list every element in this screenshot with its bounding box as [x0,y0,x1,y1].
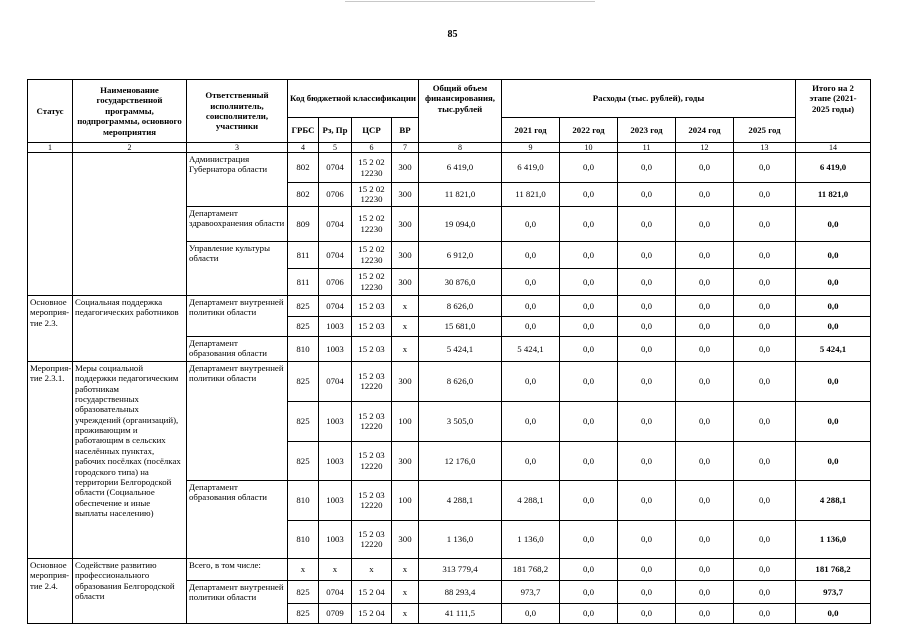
status-cell [28,153,73,296]
csr-cell: 15 2 03 12220 [352,401,392,441]
year-amount-cell: 0,0 [560,603,618,623]
year-amount-cell: 0,0 [560,520,618,558]
column-number: 2 [73,143,187,153]
year-amount-cell: 0,0 [676,401,734,441]
rzpr-cell: 0709 [319,603,352,623]
year-amount-cell: 0,0 [734,603,796,623]
vr-cell: 100 [392,480,419,520]
header-vr: ВР [392,118,419,143]
csr-cell: 15 2 03 12220 [352,480,392,520]
year-amount-cell: 11 821,0 [502,183,560,207]
year-amount-cell: 0,0 [676,603,734,623]
year-amount-cell: 0,0 [676,580,734,603]
grbs-cell: 825 [288,401,319,441]
year-amount-cell: 0,0 [734,183,796,207]
rzpr-cell: 1003 [319,401,352,441]
csr-cell: 15 2 03 [352,295,392,316]
year-amount-cell: 0,0 [560,153,618,183]
total-funding-cell: 6 912,0 [419,241,502,268]
total-funding-cell: 15 681,0 [419,316,502,336]
grbs-cell: 810 [288,520,319,558]
total-funding-cell: 6 419,0 [419,153,502,183]
grbs-cell: 825 [288,361,319,401]
header-budget-code: Код бюджетной классификации [288,80,419,118]
year-amount-cell: 0,0 [734,558,796,580]
year-amount-cell: 0,0 [618,480,676,520]
year-amount-cell: 0,0 [618,441,676,480]
csr-cell: 15 2 02 12230 [352,241,392,268]
executor-cell: Департамент внутренней политики области [187,295,288,336]
year-amount-cell: 0,0 [618,558,676,580]
year-amount-cell: 0,0 [618,183,676,207]
year-amount-cell: 5 424,1 [502,336,560,361]
csr-cell: 15 2 02 12230 [352,206,392,241]
rzpr-cell: 1003 [319,480,352,520]
grbs-cell: 825 [288,316,319,336]
year-amount-cell: 0,0 [676,183,734,207]
total-funding-cell: 30 876,0 [419,268,502,295]
vr-cell: х [392,336,419,361]
header-year-2022: 2022 год [560,118,618,143]
total-funding-cell: 4 288,1 [419,480,502,520]
grbs-cell: 825 [288,441,319,480]
year-amount-cell: 0,0 [676,206,734,241]
total-funding-cell: 88 293,4 [419,580,502,603]
status-cell: Основное мероприя-тие 2.4. [28,558,73,623]
executor-cell: Департамент образования области [187,480,288,558]
year-amount-cell: 0,0 [734,268,796,295]
year-amount-cell: 0,0 [734,316,796,336]
column-number: 13 [734,143,796,153]
year-amount-cell: 0,0 [618,336,676,361]
csr-cell: 15 2 02 12230 [352,183,392,207]
header-row [28,80,871,118]
year-amount-cell: 0,0 [502,295,560,316]
year-amount-cell: 0,0 [734,580,796,603]
measure-name-cell: Содействие развитию профессионального образования Белгородской области [73,558,187,623]
total-funding-cell: 19 094,0 [419,206,502,241]
csr-cell: 15 2 03 12220 [352,520,392,558]
total-funding-cell: 41 111,5 [419,603,502,623]
measure-name-cell: Социальная поддержка педагогических работников [73,295,187,361]
year-amount-cell: 0,0 [734,241,796,268]
vr-cell: 300 [392,441,419,480]
year-amount-cell: 0,0 [560,316,618,336]
executor-cell: Администрация Губернатора области [187,153,288,207]
year-amount-cell: 0,0 [734,480,796,520]
table-body [28,153,871,624]
column-number: 8 [419,143,502,153]
vr-cell: 300 [392,268,419,295]
year-amount-cell: 0,0 [676,153,734,183]
year-amount-cell: 0,0 [676,558,734,580]
rzpr-cell: 0704 [319,295,352,316]
year-amount-cell: 0,0 [502,316,560,336]
year-amount-cell: 0,0 [618,206,676,241]
year-amount-cell: 0,0 [560,441,618,480]
header-measure-name: Наименование государственной программы, подпрограммы, основного мероприятия [73,80,187,143]
year-amount-cell: 0,0 [734,336,796,361]
csr-cell: 15 2 03 12220 [352,361,392,401]
rzpr-cell: 0706 [319,183,352,207]
year-amount-cell: 0,0 [618,603,676,623]
year-amount-cell: 0,0 [734,401,796,441]
rzpr-cell: 0704 [319,153,352,183]
year-amount-cell: 0,0 [676,441,734,480]
year-amount-cell: 0,0 [676,520,734,558]
vr-cell: 300 [392,183,419,207]
budget-table [27,79,871,624]
rzpr-cell: 0706 [319,268,352,295]
header-grbs: ГРБС [288,118,319,143]
total-funding-cell: 3 505,0 [419,401,502,441]
year-amount-cell: 0,0 [676,295,734,316]
csr-cell: 15 2 03 [352,336,392,361]
header-executor: Ответственный исполнитель, соисполнители, участники [187,80,288,143]
grbs-cell: 811 [288,268,319,295]
year-amount-cell: 0,0 [560,183,618,207]
stage-total-cell: 0,0 [796,206,871,241]
header-year-2021: 2021 год [502,118,560,143]
year-amount-cell: 0,0 [502,206,560,241]
header-year-2023: 2023 год [618,118,676,143]
grbs-cell: 825 [288,580,319,603]
total-funding-cell: 8 626,0 [419,361,502,401]
column-number: 4 [288,143,319,153]
year-amount-cell: 0,0 [676,268,734,295]
year-amount-cell: 0,0 [560,580,618,603]
stage-total-cell: 0,0 [796,441,871,480]
year-amount-cell: 0,0 [618,361,676,401]
header-expenses: Расходы (тыс. рублей), годы [502,80,796,118]
rzpr-cell: 0704 [319,241,352,268]
year-amount-cell: 0,0 [618,153,676,183]
grbs-cell: 809 [288,206,319,241]
vr-cell: 100 [392,401,419,441]
year-amount-cell: 973,7 [502,580,560,603]
year-amount-cell: 0,0 [618,316,676,336]
year-amount-cell: 0,0 [618,295,676,316]
rzpr-cell: 1003 [319,336,352,361]
column-number: 12 [676,143,734,153]
stage-total-cell: 0,0 [796,268,871,295]
grbs-cell: х [288,558,319,580]
year-amount-cell: 181 768,2 [502,558,560,580]
stage-total-cell: 973,7 [796,580,871,603]
year-amount-cell: 4 288,1 [502,480,560,520]
column-number: 14 [796,143,871,153]
stage-total-cell: 5 424,1 [796,336,871,361]
total-funding-cell: 8 626,0 [419,295,502,316]
year-amount-cell: 0,0 [676,241,734,268]
header-total-funding: Общий объем финансирования, тыс.рублей [419,80,502,143]
vr-cell: х [392,603,419,623]
grbs-cell: 802 [288,153,319,183]
vr-cell: х [392,295,419,316]
measure-name-cell: Меры социальной поддержки педагогическим работникам государственных образовательных учреждений (организаций), проживающим и работающим в сельских населённых пунктах, рабочих посёлках (посёлках городского типа) на территории Белгородской области (Социальное обеспечение и иные выплаты населению) [73,361,187,558]
year-amount-cell: 0,0 [676,361,734,401]
year-amount-cell: 1 136,0 [502,520,560,558]
grbs-cell: 810 [288,480,319,520]
year-amount-cell: 6 419,0 [502,153,560,183]
year-amount-cell: 0,0 [560,480,618,520]
vr-cell: 300 [392,153,419,183]
stage-total-cell: 181 768,2 [796,558,871,580]
stage-total-cell: 0,0 [796,361,871,401]
year-amount-cell: 0,0 [502,603,560,623]
year-amount-cell: 0,0 [734,520,796,558]
executor-cell: Департамент внутренней политики области [187,361,288,480]
header-stage-total: Итого на 2 этапе (2021-2025 годы) [796,80,871,143]
status-cell: Мероприя-тие 2.3.1. [28,361,73,558]
scan-edge-line [345,1,595,2]
header-rzpr: Рз, Пр [319,118,352,143]
rzpr-cell: х [319,558,352,580]
table-row [28,558,871,580]
vr-cell: 300 [392,361,419,401]
year-amount-cell: 0,0 [676,480,734,520]
column-number: 11 [618,143,676,153]
year-amount-cell: 0,0 [618,268,676,295]
executor-cell: Департамент здравоохранения области [187,206,288,241]
header-year-2025: 2025 год [734,118,796,143]
year-amount-cell: 0,0 [560,336,618,361]
page-number: 85 [447,29,458,40]
csr-cell: 15 2 02 12230 [352,153,392,183]
total-funding-cell: 313 779,4 [419,558,502,580]
grbs-cell: 802 [288,183,319,207]
table-row [28,361,871,401]
vr-cell: 300 [392,206,419,241]
stage-total-cell: 11 821,0 [796,183,871,207]
year-amount-cell: 0,0 [560,558,618,580]
rzpr-cell: 0704 [319,361,352,401]
rzpr-cell: 0704 [319,206,352,241]
stage-total-cell: 6 419,0 [796,153,871,183]
rzpr-cell: 0704 [319,580,352,603]
year-amount-cell: 0,0 [676,336,734,361]
grbs-cell: 825 [288,603,319,623]
column-number: 6 [352,143,392,153]
rzpr-cell: 1003 [319,441,352,480]
table-row [28,295,871,316]
year-amount-cell: 0,0 [618,401,676,441]
column-number: 1 [28,143,73,153]
column-number: 7 [392,143,419,153]
stage-total-cell: 0,0 [796,603,871,623]
year-amount-cell: 0,0 [560,295,618,316]
table-row [28,153,871,183]
year-amount-cell: 0,0 [502,241,560,268]
csr-cell: 15 2 04 [352,580,392,603]
total-funding-cell: 12 176,0 [419,441,502,480]
measure-name-cell [73,153,187,296]
csr-cell: 15 2 03 [352,316,392,336]
vr-cell: х [392,580,419,603]
column-number: 9 [502,143,560,153]
executor-cell: Департамент внутренней политики области [187,580,288,623]
csr-cell: 15 2 04 [352,603,392,623]
rzpr-cell: 1003 [319,520,352,558]
year-amount-cell: 0,0 [734,295,796,316]
executor-cell: Департамент образования области [187,336,288,361]
year-amount-cell: 0,0 [734,206,796,241]
year-amount-cell: 0,0 [618,520,676,558]
year-amount-cell: 0,0 [560,401,618,441]
header-csr: ЦСР [352,118,392,143]
total-funding-cell: 5 424,1 [419,336,502,361]
grbs-cell: 810 [288,336,319,361]
csr-cell: х [352,558,392,580]
stage-total-cell: 1 136,0 [796,520,871,558]
vr-cell: х [392,316,419,336]
csr-cell: 15 2 03 12220 [352,441,392,480]
stage-total-cell: 0,0 [796,401,871,441]
year-amount-cell: 0,0 [502,361,560,401]
grbs-cell: 811 [288,241,319,268]
column-number: 3 [187,143,288,153]
year-amount-cell: 0,0 [734,441,796,480]
vr-cell: 300 [392,520,419,558]
year-amount-cell: 0,0 [560,268,618,295]
executor-cell: Всего, в том числе: [187,558,288,580]
year-amount-cell: 0,0 [502,401,560,441]
stage-total-cell: 0,0 [796,241,871,268]
header-status: Статус [28,80,73,143]
status-cell: Основное мероприя-тие 2.3. [28,295,73,361]
total-funding-cell: 11 821,0 [419,183,502,207]
year-amount-cell: 0,0 [618,580,676,603]
column-number: 10 [560,143,618,153]
stage-total-cell: 4 288,1 [796,480,871,520]
column-number: 5 [319,143,352,153]
column-number-row [28,143,871,153]
total-funding-cell: 1 136,0 [419,520,502,558]
rzpr-cell: 1003 [319,316,352,336]
table-header [28,80,871,153]
stage-total-cell: 0,0 [796,295,871,316]
vr-cell: х [392,558,419,580]
grbs-cell: 825 [288,295,319,316]
year-amount-cell: 0,0 [618,241,676,268]
year-amount-cell: 0,0 [502,268,560,295]
year-amount-cell: 0,0 [676,316,734,336]
csr-cell: 15 2 02 12230 [352,268,392,295]
stage-total-cell: 0,0 [796,316,871,336]
executor-cell: Управление культуры области [187,241,288,295]
year-amount-cell: 0,0 [560,241,618,268]
year-amount-cell: 0,0 [502,441,560,480]
vr-cell: 300 [392,241,419,268]
year-amount-cell: 0,0 [560,206,618,241]
year-amount-cell: 0,0 [560,361,618,401]
year-amount-cell: 0,0 [734,153,796,183]
year-amount-cell: 0,0 [734,361,796,401]
header-year-2024: 2024 год [676,118,734,143]
